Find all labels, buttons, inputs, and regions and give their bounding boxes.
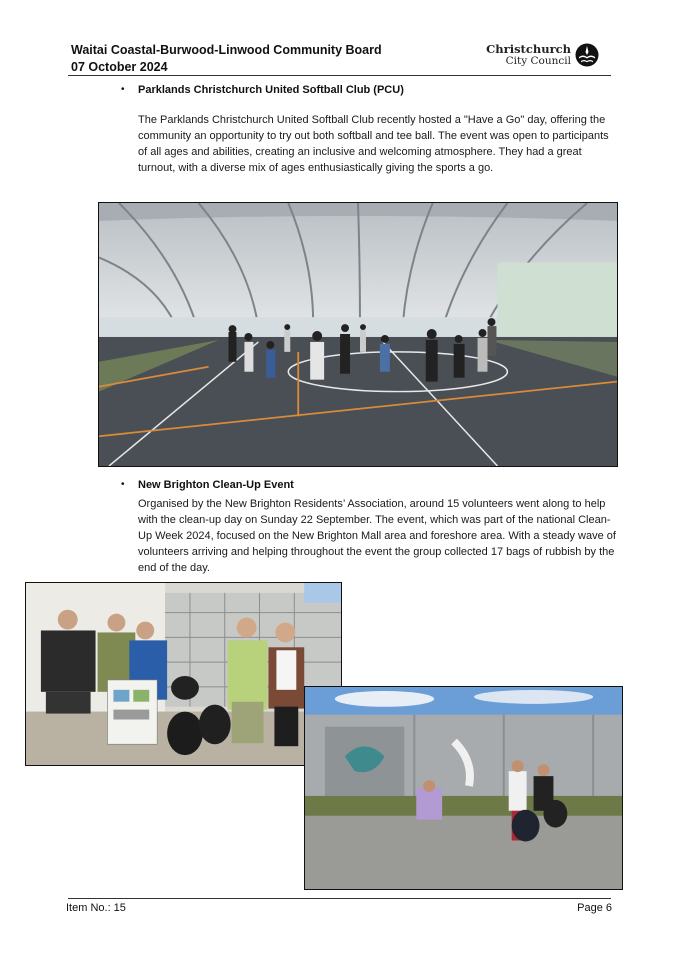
- photo-clean-up-volunteers-group: [25, 582, 342, 766]
- christchurch-ccc-logo-icon: [575, 43, 599, 67]
- document-date: 07 October 2024: [71, 60, 168, 74]
- page-number: Page 6: [577, 902, 612, 914]
- section-heading: Parklands Christchurch United Softball Club (PCU): [138, 84, 404, 96]
- section-heading: New Brighton Clean-Up Event: [138, 479, 294, 491]
- header-divider: [68, 75, 611, 76]
- council-logo: [486, 41, 602, 69]
- footer-divider: [68, 898, 611, 899]
- section-body: The Parklands Christchurch United Softball Club recently hosted a "Have a Go" day, offering the community an opportunity to try out both softball and tee ball. The event was open to participants of all ages and abilities, creating an inclusive and welcoming atmosphere. They had a great turnout, with a diverse mix of ages enthusiastically giving the sports a go.: [138, 114, 609, 174]
- item-number: Item No.: 15: [66, 902, 126, 914]
- section-body: Organised by the New Brighton Residents’ Association, around 15 volunteers went along to help with the clean-up day on Sunday 22 September. The event, which was part of the national Clean-Up Week 2024, focused on the New Brighton Mall area and foreshore area. With a steady wave of volunteers arriving and helping throughout the event the group collected 17 bags of rubbish by the end of the day.: [138, 498, 616, 574]
- logo-text-line1: Christchurch: [486, 42, 571, 56]
- logo-text-line2: City Council: [505, 55, 571, 67]
- photo-softball-have-a-go-day: [98, 202, 618, 467]
- bullet-point: •: [121, 84, 125, 95]
- photo-clean-up-fence-area: [304, 686, 623, 890]
- document-title: Waitai Coastal-Burwood-Linwood Community Board: [71, 43, 382, 57]
- bullet-point: •: [121, 479, 125, 490]
